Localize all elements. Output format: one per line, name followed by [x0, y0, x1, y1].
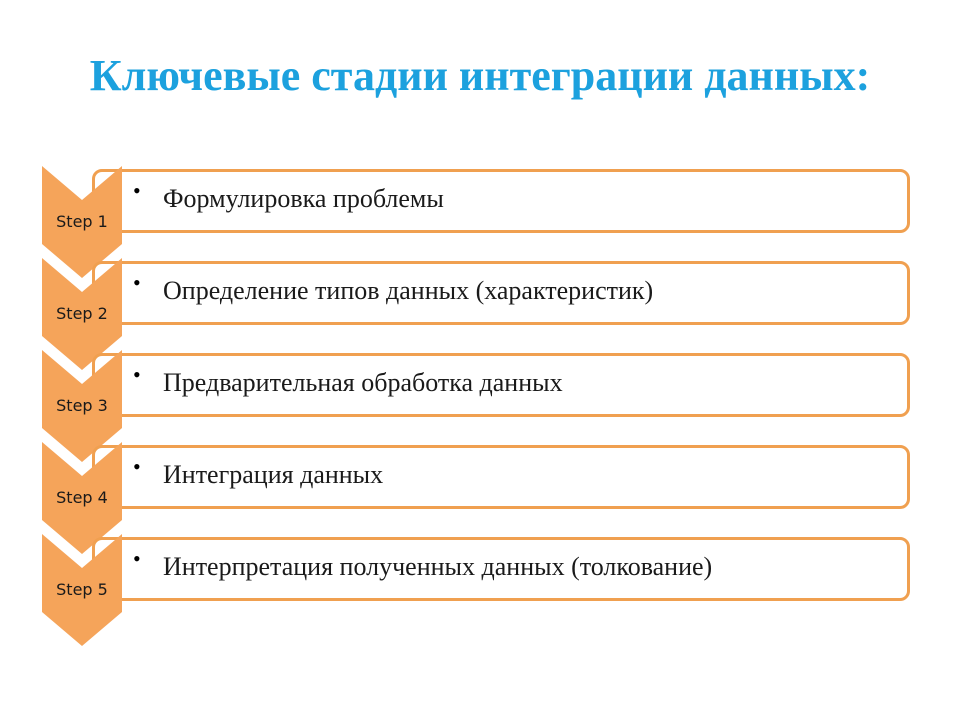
step-box-1: [92, 169, 910, 233]
step-box-3: [92, 353, 910, 417]
step-label-1: Step 1: [56, 212, 108, 231]
step-box-5: [92, 537, 910, 601]
step-label-5: Step 5: [56, 580, 108, 599]
step-text-4: Интеграция данных: [163, 460, 384, 489]
bullet-icon: •: [133, 546, 141, 571]
step-text-2: Определение типов данных (характеристик): [163, 276, 654, 305]
step-label-4: Step 4: [56, 488, 108, 507]
step-box-4: [92, 445, 910, 509]
slide-title: Ключевые стадии интеграции данных:: [89, 51, 871, 100]
step-text-3: Предварительная обработка данных: [163, 368, 563, 397]
step-text-1: Формулировка проблемы: [163, 184, 444, 213]
bullet-icon: •: [133, 454, 141, 479]
step-text-5: Интерпретация полученных данных (толкование): [163, 552, 713, 581]
step-box-2: [92, 261, 910, 325]
bullet-icon: •: [133, 178, 141, 203]
bullet-icon: •: [133, 362, 141, 387]
step-label-3: Step 3: [56, 396, 108, 415]
bullet-icon: •: [133, 270, 141, 295]
step-label-2: Step 2: [56, 304, 108, 323]
